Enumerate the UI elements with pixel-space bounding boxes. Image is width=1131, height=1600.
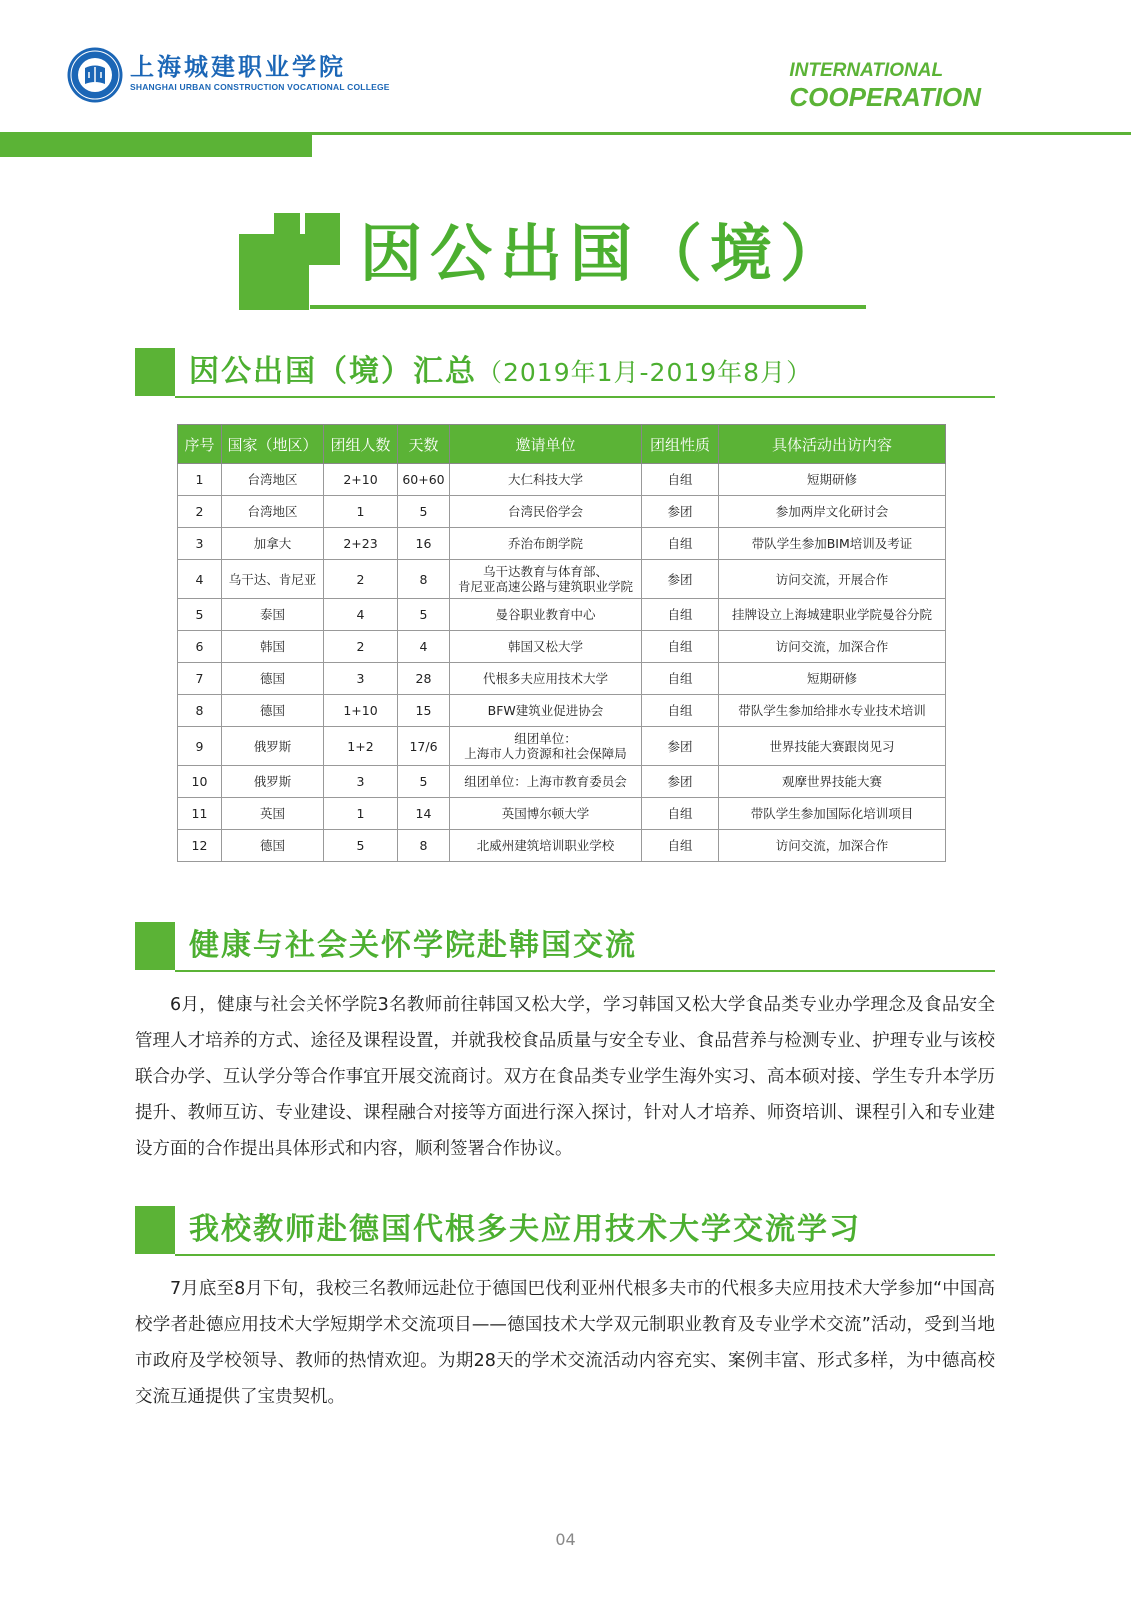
table-cell: 1+2: [324, 727, 398, 766]
heading-underline: [175, 396, 995, 398]
table-row: [178, 766, 946, 798]
summary-heading-title: 因公出国（境）汇总: [189, 354, 477, 389]
table-cell: 组团单位：上海市教育委员会: [450, 766, 642, 798]
column-header: 序号: [178, 425, 222, 464]
table-cell: 5: [398, 766, 450, 798]
table-row: [178, 528, 946, 560]
table-cell: 世界技能大赛跟岗见习: [719, 727, 946, 766]
table-cell: 3: [324, 766, 398, 798]
column-header: 具体活动出访内容: [719, 425, 946, 464]
table-cell: 乔治布朗学院: [450, 528, 642, 560]
table-cell: 2+10: [324, 464, 398, 496]
table-cell: 德国: [222, 663, 324, 695]
table-cell: 带队学生参加给排水专业技术培训: [719, 695, 946, 727]
table-header-row: [178, 425, 946, 464]
table-cell: 1+10: [324, 695, 398, 727]
table-cell: 3: [324, 663, 398, 695]
table-row: [178, 560, 946, 599]
table-cell: 德国: [222, 830, 324, 862]
table-cell: 11: [178, 798, 222, 830]
table-cell: 自组: [642, 528, 719, 560]
table-cell: 乌干达、肯尼亚: [222, 560, 324, 599]
table-cell: 参团: [642, 727, 719, 766]
table-cell: 带队学生参加国际化培训项目: [719, 798, 946, 830]
section-label: [789, 60, 981, 112]
table-cell: 泰国: [222, 599, 324, 631]
table-cell: 俄罗斯: [222, 766, 324, 798]
table-cell: 台湾地区: [222, 464, 324, 496]
table-row: [178, 727, 946, 766]
table-cell: 参团: [642, 560, 719, 599]
table-cell: 28: [398, 663, 450, 695]
table-cell: 1: [178, 464, 222, 496]
school-emblem-icon: [66, 46, 124, 104]
table-cell: 台湾民俗学会: [450, 496, 642, 528]
table-cell: 5: [178, 599, 222, 631]
table-cell: 俄罗斯: [222, 727, 324, 766]
table-cell: 曼谷职业教育中心: [450, 599, 642, 631]
table-cell: 自组: [642, 798, 719, 830]
table-cell: 加拿大: [222, 528, 324, 560]
title-decoration: [274, 213, 300, 239]
table-cell: 参加两岸文化研讨会: [719, 496, 946, 528]
table-row: [178, 663, 946, 695]
table-cell: 英国博尔顿大学: [450, 798, 642, 830]
table-cell: 5: [324, 830, 398, 862]
heading-underline: [175, 970, 995, 972]
table-cell: 韩国又松大学: [450, 631, 642, 663]
heading-block: [135, 1206, 175, 1254]
table-cell: 5: [398, 599, 450, 631]
table-cell: 德国: [222, 695, 324, 727]
table-row: [178, 631, 946, 663]
table-row: [178, 464, 946, 496]
table-cell: 7: [178, 663, 222, 695]
table-row: [178, 798, 946, 830]
table-cell: 60+60: [398, 464, 450, 496]
table-cell: 16: [398, 528, 450, 560]
title-decoration: [305, 213, 340, 265]
title-underline: [310, 305, 866, 309]
table-cell: 自组: [642, 830, 719, 862]
title-decoration: [239, 234, 309, 310]
table-cell: 访问交流，开展合作: [719, 560, 946, 599]
heading-underline: [175, 1254, 995, 1256]
table-cell: 短期研修: [719, 464, 946, 496]
table-cell: 2: [324, 560, 398, 599]
table-cell: 5: [398, 496, 450, 528]
column-header: 国家（地区）: [222, 425, 324, 464]
table-cell: 12: [178, 830, 222, 862]
section-heading-germany: [135, 1206, 995, 1256]
table-cell: 大仁科技大学: [450, 464, 642, 496]
table-cell: 10: [178, 766, 222, 798]
table-cell: 观摩世界技能大赛: [719, 766, 946, 798]
school-name-cn: 上海城建职业学院: [130, 52, 346, 81]
table-cell: 挂牌设立上海城建职业学院曼谷分院: [719, 599, 946, 631]
table-cell: 短期研修: [719, 663, 946, 695]
table-cell: 4: [324, 599, 398, 631]
column-header: 团组人数: [324, 425, 398, 464]
heading-block: [135, 348, 175, 396]
table-cell: 北威州建筑培训职业学校: [450, 830, 642, 862]
table-cell: 3: [178, 528, 222, 560]
section-title: 健康与社会关怀学院赴韩国交流: [189, 928, 637, 963]
table-cell: 2: [324, 631, 398, 663]
summary-heading: [135, 348, 995, 398]
table-cell: 自组: [642, 663, 719, 695]
table-cell: 自组: [642, 631, 719, 663]
column-header: 天数: [398, 425, 450, 464]
table-cell: 4: [398, 631, 450, 663]
table-cell: 代根多夫应用技术大学: [450, 663, 642, 695]
table-cell: 乌干达教育与体育部、 肯尼亚高速公路与建筑职业学院: [450, 560, 642, 599]
table-cell: 9: [178, 727, 222, 766]
table-cell: 参团: [642, 766, 719, 798]
table-cell: 8: [398, 830, 450, 862]
school-logo-text: [130, 54, 390, 92]
table-cell: BFW建筑业促进协会: [450, 695, 642, 727]
section-body-korea: 6月，健康与社会关怀学院3名教师前往韩国又松大学，学习韩国又松大学食品类专业办学理念及食品安全管理人才培养的方式、途径及课程设置，并就我校食品质量与安全专业、食品营养与检测专业、护理专业与该校联合办学、互认学分等合作事宜开展交流商讨。双方在食品类专业学生海外实习、高本硕对接、学生专升本学历提升、教师互访、专业建设、课程融合对接等方面进行深入探讨，针对人才培养、师资培训、课程引入和专业建设方面的合作提出具体形式和内容，顺利签署合作协议。: [135, 995, 995, 1159]
table-cell: 访问交流，加深合作: [719, 631, 946, 663]
table-cell: 韩国: [222, 631, 324, 663]
table-cell: 自组: [642, 695, 719, 727]
section-heading-korea: [135, 922, 995, 972]
header-accent-bar: [0, 132, 312, 157]
table-cell: 15: [398, 695, 450, 727]
table-row: [178, 599, 946, 631]
table-cell: 8: [178, 695, 222, 727]
table-cell: 1: [324, 496, 398, 528]
table-cell: 6: [178, 631, 222, 663]
section-title: 我校教师赴德国代根多夫应用技术大学交流学习: [189, 1212, 861, 1247]
table-cell: 8: [398, 560, 450, 599]
table-cell: 参团: [642, 496, 719, 528]
table-cell: 1: [324, 798, 398, 830]
summary-table: [177, 424, 946, 862]
table-cell: 英国: [222, 798, 324, 830]
column-header: 邀请单位: [450, 425, 642, 464]
table-cell: 自组: [642, 464, 719, 496]
page-number: 04: [555, 1530, 576, 1549]
section-label-line1: INTERNATIONAL: [789, 60, 944, 81]
section-label-line2: COOPERATION: [789, 82, 981, 112]
table-row: [178, 695, 946, 727]
section-body-germany: 7月底至8月下旬，我校三名教师远赴位于德国巴伐利亚州代根多夫市的代根多夫应用技术大学参加“中国高校学者赴德应用技术大学短期学术交流项目——德国技术大学双元制职业教育及专业学术交流”活动，受到当地市政府及学校领导、教师的热情欢迎。为期28天的学术交流活动内容充实、案例丰富、形式多样，为中德高校交流互通提供了宝贵契机。: [135, 1279, 995, 1407]
heading-block: [135, 922, 175, 970]
table-cell: 带队学生参加BIM培训及考证: [719, 528, 946, 560]
table-cell: 17/6: [398, 727, 450, 766]
table-row: [178, 830, 946, 862]
table-row: [178, 496, 946, 528]
page-title: 因公出国（境）: [360, 217, 851, 290]
table-cell: 14: [398, 798, 450, 830]
table-cell: 台湾地区: [222, 496, 324, 528]
summary-period: （2019年1月-2019年8月）: [477, 358, 813, 387]
table-cell: 2+23: [324, 528, 398, 560]
column-header: 团组性质: [642, 425, 719, 464]
table-cell: 2: [178, 496, 222, 528]
school-name-en: SHANGHAI URBAN CONSTRUCTION VOCATIONAL COLLEGE: [130, 82, 390, 92]
table-cell: 自组: [642, 599, 719, 631]
table-cell: 组团单位： 上海市人力资源和社会保障局: [450, 727, 642, 766]
table-cell: 访问交流，加深合作: [719, 830, 946, 862]
summary-table-body: [178, 464, 946, 862]
table-cell: 4: [178, 560, 222, 599]
